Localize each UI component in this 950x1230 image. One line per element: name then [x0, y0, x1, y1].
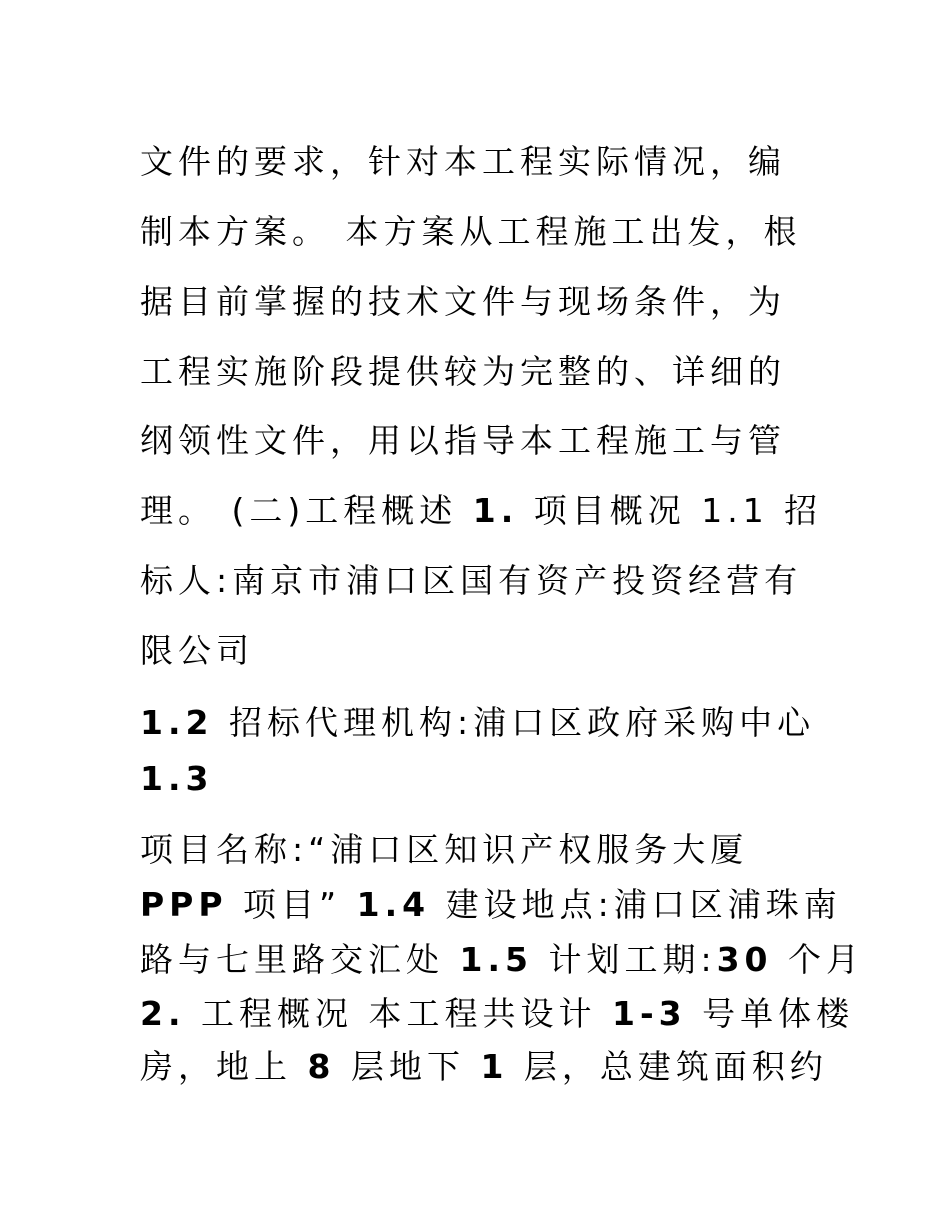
text-run: 制本方案。 本方案从工程施工出发，根	[140, 212, 802, 251]
text-run-bold: 1	[480, 1047, 509, 1086]
text-run: 文件的要求，针对本工程实际情况，编	[140, 142, 786, 181]
text-run: 房，地上	[140, 1047, 308, 1086]
text-run: 层地下	[335, 1047, 481, 1086]
text-line-8	[140, 631, 254, 670]
text-run-bold: 1.3	[140, 759, 214, 798]
text-line-2	[140, 212, 802, 251]
text-line-13	[140, 940, 865, 979]
text-run: 建设地点:浦口区浦珠南	[430, 885, 842, 924]
text-run-bold: 1.5	[459, 940, 533, 979]
text-line-15	[140, 1047, 828, 1086]
text-run-bold: 2.	[140, 994, 186, 1033]
text-run: 工程实施阶段提供较为完整的、详细的	[140, 352, 786, 391]
text-run-bold: PPP	[140, 885, 228, 924]
text-run: 项目”	[227, 885, 357, 924]
text-run-bold: 1.4	[356, 885, 431, 924]
text-run-bold: 1.2	[140, 703, 214, 742]
text-line-5	[140, 421, 786, 460]
text-run: 标人:南京市浦口区国有资产投资经营有	[140, 561, 803, 600]
text-run-bold: 1-3	[611, 994, 687, 1033]
text-run: 招标代理机构:浦口区政府采购中心	[213, 703, 816, 742]
text-line-4	[140, 352, 786, 391]
text-line-12	[140, 885, 842, 924]
text-run-bold: 30	[716, 940, 773, 979]
text-run: 个月	[772, 940, 865, 979]
text-run: 限公司	[140, 631, 254, 670]
text-line-9	[140, 703, 816, 742]
text-line-7	[140, 561, 803, 600]
text-line-11	[140, 830, 749, 869]
text-run: 纲领性文件，用以指导本工程施工与管	[140, 421, 786, 460]
text-line-14	[140, 994, 855, 1033]
text-run: 层，总建筑面积约	[508, 1047, 828, 1086]
text-run-bold: 8	[307, 1047, 336, 1086]
text-run: 工程概况 本工程共设计	[185, 994, 612, 1033]
text-run-bold: 1.	[472, 491, 519, 530]
text-line-6	[140, 491, 823, 530]
text-run: 项目名称:“浦口区知识产权服务大厦	[140, 830, 749, 869]
text-line-3	[140, 282, 786, 321]
text-run: 计划工期:	[532, 940, 717, 979]
text-run: 理。 (二)工程概述	[140, 491, 473, 530]
text-line-10	[140, 759, 214, 798]
text-run: 路与七里路交汇处	[140, 940, 460, 979]
text-line-1	[140, 142, 786, 181]
text-run: 据目前掌握的技术文件与现场条件，为	[140, 282, 786, 321]
text-run: 号单体楼	[686, 994, 855, 1033]
text-run: 项目概况 1.1 招	[518, 491, 823, 530]
